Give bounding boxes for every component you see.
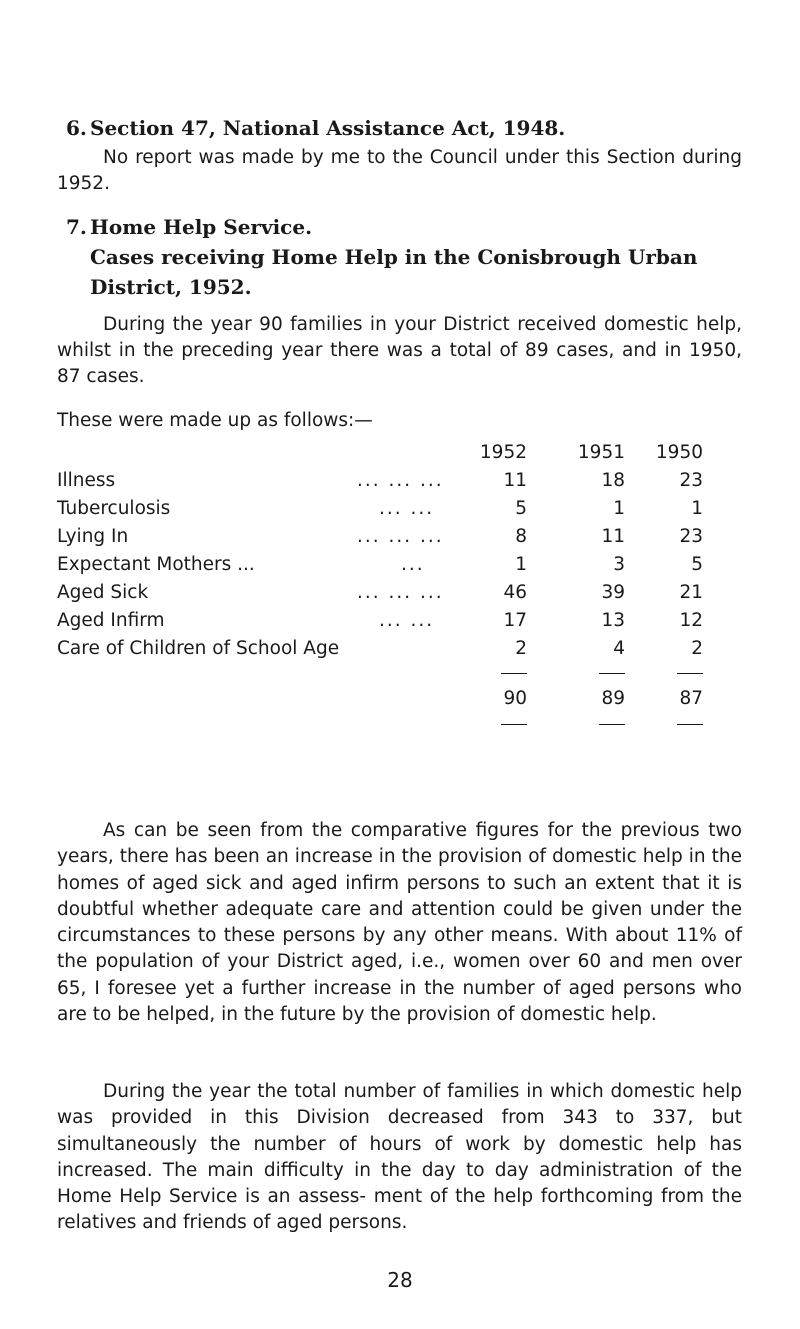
cell-1950: 5 [691, 553, 703, 575]
table-rule [57, 713, 703, 734]
section-6-heading [66, 113, 740, 143]
total-1952: 90 [503, 687, 527, 709]
cell-1951: 39 [601, 581, 625, 603]
row-leader: ... ... ... [357, 525, 444, 547]
year-header: 1950 [655, 441, 703, 463]
row-label: Illness [57, 469, 116, 491]
section-6-text: No report was made by me to the Council under this Section during 1952. [57, 147, 742, 194]
cell-1950: 12 [679, 609, 703, 631]
cell-1950: 2 [691, 637, 703, 659]
page-number: 28 [387, 1268, 413, 1292]
row-label: Aged Infirm [57, 609, 165, 631]
cell-1952: 2 [515, 637, 527, 659]
rule-dash [501, 724, 527, 725]
table-row [57, 522, 703, 550]
table-rule [57, 662, 703, 683]
section-6-title: Section 47, National Assistance Act, 1948. [90, 116, 566, 140]
section-7-subtitle: Cases receiving Home Help in the Conisbrough Urban District, 1952. [90, 245, 698, 299]
cell-1951: 4 [613, 637, 625, 659]
row-leader: ... ... ... [357, 469, 444, 491]
section-6-number: 6. [66, 116, 87, 140]
section-7-number: 7. [66, 215, 87, 239]
year-header: 1952 [479, 441, 527, 463]
section-7-intro: During the year 90 families in your District received domestic help, whilst in the preceding year there was a total of 89 cases, and in 1950, 87 cases. [57, 314, 742, 387]
total-1950: 87 [679, 687, 703, 709]
table-intro: These were made up as follows:— [57, 410, 373, 431]
row-leader: ... ... [379, 609, 435, 631]
row-label: Expectant Mothers ... [57, 553, 255, 575]
cell-1950: 1 [691, 497, 703, 519]
year-header: 1951 [577, 441, 625, 463]
row-leader: ... ... ... [357, 581, 444, 603]
cell-1951: 3 [613, 553, 625, 575]
table-row [57, 634, 703, 662]
table-row [57, 550, 703, 578]
cell-1952: 8 [515, 525, 527, 547]
cell-1950: 21 [679, 581, 703, 603]
cell-1952: 46 [503, 581, 527, 603]
row-leader: ... [401, 553, 425, 575]
cell-1951: 18 [601, 469, 625, 491]
section-7-title: Home Help Service. [90, 215, 313, 239]
cell-1950: 23 [679, 469, 703, 491]
table-row [57, 494, 703, 522]
section-7-heading [66, 212, 740, 242]
total-1951: 89 [601, 687, 625, 709]
table-total-row [57, 683, 703, 713]
row-label: Tuberculosis [57, 497, 171, 519]
rule-dash [599, 673, 625, 674]
cell-1952: 5 [515, 497, 527, 519]
cell-1952: 1 [515, 553, 527, 575]
row-label: Aged Sick [57, 581, 149, 603]
cell-1951: 1 [613, 497, 625, 519]
rule-dash [599, 724, 625, 725]
cell-1951: 13 [601, 609, 625, 631]
rule-dash [677, 724, 703, 725]
rule-dash [501, 673, 527, 674]
division-paragraph: During the year the total number of families in which domestic help was provided in this Division decreased from 343 to 337, but simultaneously the number of hours of work by domestic help has increased. The main difficulty in the day to day administration of the Home Help Service is an assess- ment of the help forthcoming from the relatives and friends of aged persons. [57, 1081, 742, 1234]
cell-1952: 17 [503, 609, 527, 631]
home-help-cases-table [57, 438, 703, 734]
row-leader: ... ... [379, 497, 435, 519]
table-header-row [57, 438, 703, 466]
row-label: Lying In [57, 525, 129, 547]
cell-1951: 11 [601, 525, 625, 547]
row-label: Care of Children of School Age [57, 637, 340, 659]
cell-1950: 23 [679, 525, 703, 547]
table-row [57, 606, 703, 634]
comparative-paragraph: As can be seen from the comparative figures for the previous two years, there has been an increase in the provision of domestic help in the homes of aged sick and aged infirm persons to such an extent that it is doubtful whether adequate care and attention could be given under the circumstances to these persons by any other means. With about 11% of the population of your District aged, i.e., women over 60 and men over 65, I foresee yet a further increase in the number of aged persons who are to be helped, in the future by the provision of domestic help. [57, 820, 742, 1026]
table-row [57, 466, 703, 494]
cell-1952: 11 [503, 469, 527, 491]
table-row [57, 578, 703, 606]
rule-dash [677, 673, 703, 674]
